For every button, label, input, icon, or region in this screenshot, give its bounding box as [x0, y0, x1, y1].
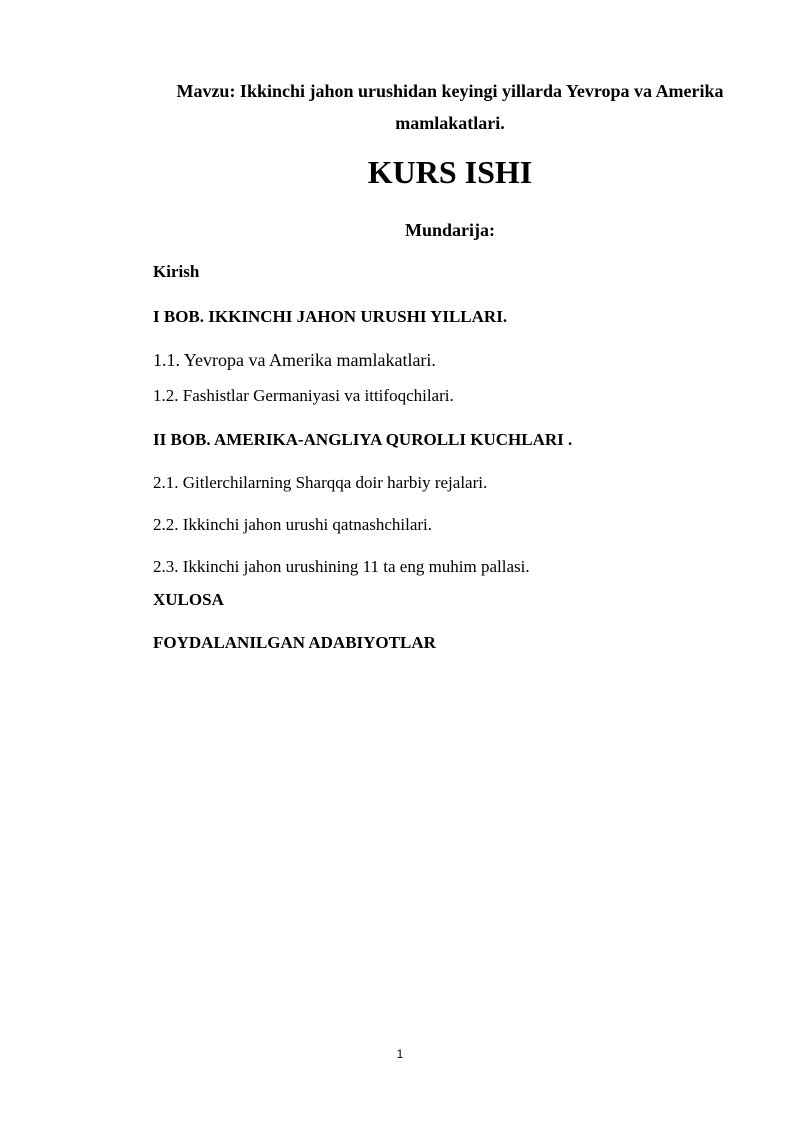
toc-item-conclusion: XULOSA: [153, 590, 224, 609]
toc-item-chapter-1: I BOB. IKKINCHI JAHON URUSHI YILLARI.: [153, 307, 508, 326]
toc-item-intro: Kirish: [153, 262, 200, 281]
toc-item-2-2: 2.2. Ikkinchi jahon urushi qatnashchilari.: [153, 515, 433, 534]
topic-heading: [150, 75, 750, 139]
document-title: KURS ISHI: [367, 154, 533, 190]
toc-heading: Mundarija:: [405, 220, 495, 240]
topic-line-2: mamlakatlari.: [395, 113, 505, 133]
toc-item-chapter-2: II BOB. AMERIKA-ANGLIYA QUROLLI KUCHLARI .: [153, 430, 573, 449]
page-number: 1: [396, 1047, 404, 1061]
toc-item-1-2: 1.2. Fashistlar Germaniyasi va ittifoqchilari.: [153, 386, 454, 405]
toc-item-2-1: 2.1. Gitlerchilarning Sharqqa doir harbiy rejalari.: [153, 473, 488, 492]
toc-item-references: FOYDALANILGAN ADABIYOTLAR: [153, 633, 436, 652]
topic-line-1: Mavzu: Ikkinchi jahon urushidan keyingi yillarda Yevropa va Amerika: [176, 81, 724, 101]
toc-item-2-3: 2.3. Ikkinchi jahon urushining 11 ta eng muhim pallasi.: [153, 557, 530, 576]
toc-item-1-1: 1.1. Yevropa va Amerika mamlakatlari.: [153, 350, 436, 370]
